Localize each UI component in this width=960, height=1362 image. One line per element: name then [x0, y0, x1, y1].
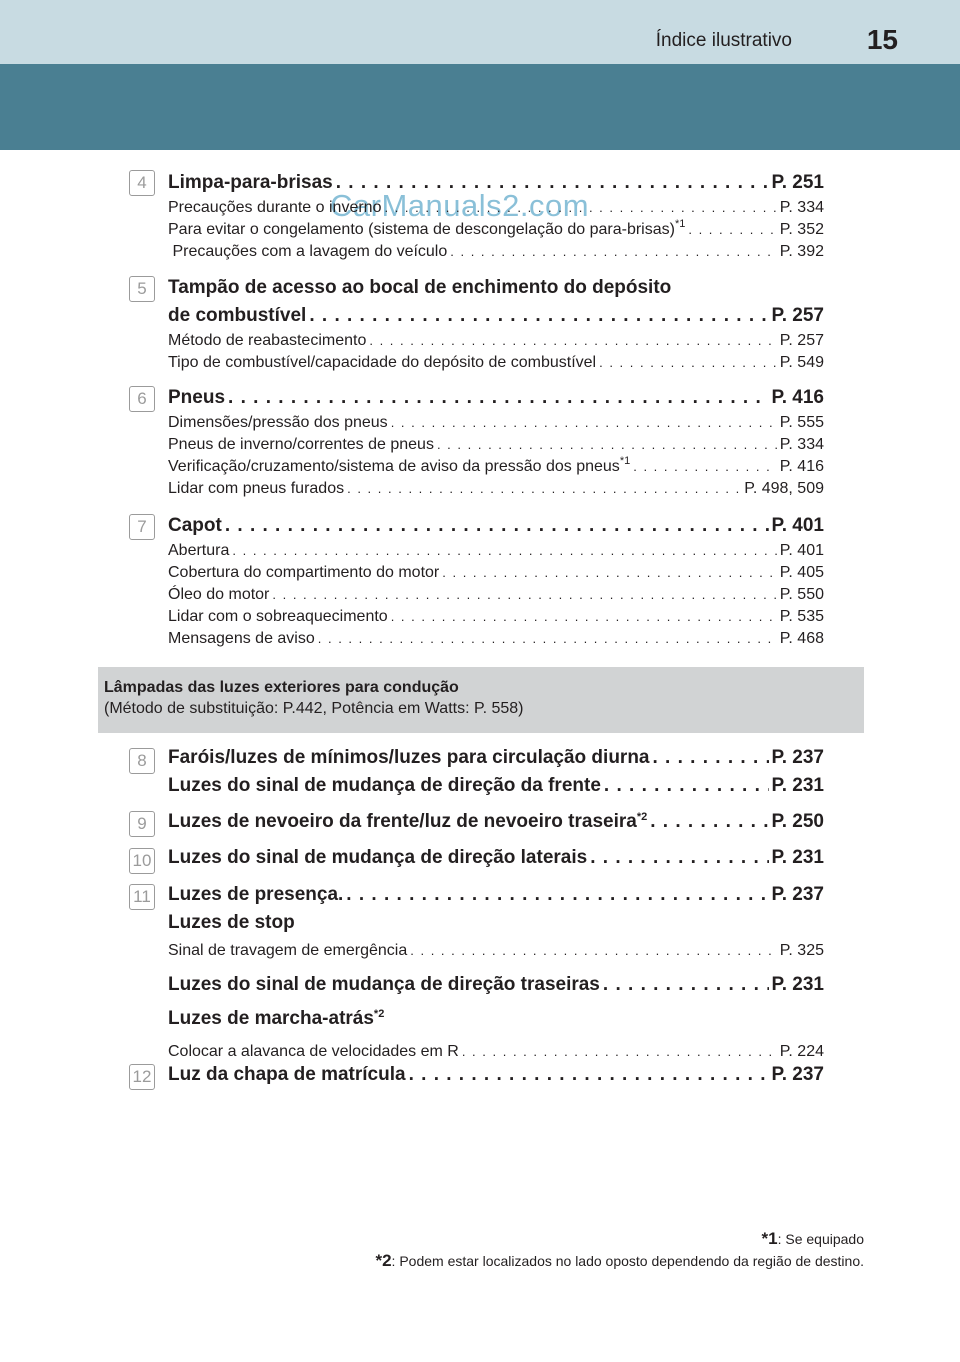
section-8 [168, 744, 824, 800]
header-strip [0, 0, 960, 64]
index-entry-sub[interactable] [168, 606, 824, 628]
section-number-8: 8 [129, 748, 155, 774]
entry-label: Sinal de travagem de emergência [168, 942, 408, 959]
entry-label: Para evitar o congelamento (sistema de descongelação do para-brisas)$^{*1}$ [168, 218, 686, 238]
index-entry-sub[interactable] [168, 219, 824, 241]
entry-label: Mensagens de aviso [168, 630, 315, 647]
footnote-mark: *1 [761, 1229, 778, 1248]
entry-label: Limpa-para-brisas [168, 172, 333, 193]
page-ref: P. 334 [779, 436, 824, 453]
index-entry-sub[interactable] [168, 562, 824, 584]
index-entry-sub[interactable] [168, 241, 824, 263]
lamps-info-box [98, 667, 864, 733]
section-number-5: 5 [129, 276, 155, 302]
entry-label: Cobertura do compartimento do motor [168, 564, 440, 581]
section-9 [168, 808, 824, 836]
page-ref: P. 468 [779, 630, 824, 647]
entry-label: Precauções durante o inverno [168, 199, 382, 216]
index-entry-sub[interactable] [168, 330, 824, 352]
page-ref: P. 352 [779, 221, 824, 238]
section-10 [168, 844, 824, 872]
header-band [0, 64, 960, 150]
section-title: Índice ilustrativo [655, 30, 792, 51]
entry-label: Pneus [168, 387, 226, 408]
index-entry-sub[interactable] [168, 478, 824, 500]
section-number-6: 6 [129, 386, 155, 412]
page-ref: P. 498, 509 [744, 480, 824, 497]
index-entry-main[interactable] [168, 808, 824, 836]
page-ref: P. 401 [779, 542, 824, 559]
footnote-2 [375, 1250, 864, 1272]
lamps-box-subtitle: (Método de substituição: P.442, Potência em Watts: P. 558) [104, 700, 524, 717]
page-ref: P. 231 [771, 775, 824, 796]
index-entry-sub[interactable] [168, 540, 824, 562]
section-number-10: 10 [129, 848, 155, 874]
section-6 [168, 384, 824, 500]
page-ref: P. 416 [779, 458, 824, 475]
section-12 [168, 1061, 824, 1089]
entry-label: Lidar com pneus furados [168, 480, 345, 497]
entry-label: Luzes de presença. [168, 884, 344, 905]
page-ref: P. 392 [779, 243, 824, 260]
index-entry-sub[interactable] [168, 352, 824, 374]
index-entry-sub[interactable] [168, 584, 824, 606]
page-ref: P. 231 [771, 974, 824, 995]
index-entry-sub[interactable] [168, 937, 824, 965]
footnote-mark: *1 [674, 218, 686, 230]
section-number-12: 12 [129, 1064, 155, 1090]
entry-label: Faróis/luzes de mínimos/luzes para circulação diurna [168, 747, 650, 768]
entry-label: Luzes do sinal de mudança de direção da frente [168, 775, 601, 796]
index-entry-main[interactable] [168, 1061, 824, 1089]
page-ref: P. 416 [771, 387, 824, 408]
footnote-1 [375, 1228, 864, 1250]
page-number: 15 [866, 24, 898, 55]
index-entry-main[interactable] [168, 881, 824, 909]
index-entry-main[interactable] [168, 744, 824, 772]
index-entry-sub[interactable] [168, 412, 824, 434]
entry-label: Método de reabastecimento [168, 332, 367, 349]
section-number-7: 7 [129, 514, 155, 540]
entry-label: Óleo do motor [168, 586, 270, 603]
index-entry-main[interactable] [168, 302, 824, 330]
index-entry-main[interactable] [168, 169, 824, 197]
page-ref: P. 250 [771, 811, 824, 832]
page-ref: P. 550 [779, 586, 824, 603]
entry-heading: Tampão de acesso ao bocal de enchimento do depósito [168, 277, 672, 298]
entry-label: Luzes de nevoeiro da frente/luz de nevoeiro traseira$^{*2}$ [168, 811, 648, 832]
index-entry-main[interactable] [168, 772, 824, 800]
footnote-mark: *1 [619, 455, 631, 467]
entry-label: Dimensões/pressão dos pneus [168, 414, 388, 431]
index-entry-main[interactable] [168, 384, 824, 412]
page-ref: P. 251 [771, 172, 824, 193]
page-ref: P. 237 [771, 1064, 824, 1085]
entry-label: Capot [168, 515, 222, 536]
entry-heading: Luzes de marcha-atrás$^{*2}$ [168, 1008, 385, 1029]
page-ref: P. 405 [779, 564, 824, 581]
page-ref: P. 237 [771, 747, 824, 768]
page-ref: P. 237 [771, 884, 824, 905]
index-entry-sub[interactable] [168, 628, 824, 650]
page-ref: P. 257 [771, 305, 824, 326]
footnotes [375, 1228, 864, 1272]
entry-label: de combustível [168, 305, 307, 326]
entry-label: Precauções com a lavagem do veículo [168, 243, 448, 260]
entry-label: Luz da chapa de matrícula [168, 1064, 406, 1085]
section-number-11: 11 [129, 884, 155, 910]
footnote-mark: *2 [375, 1251, 392, 1270]
entry-label: Luzes do sinal de mudança de direção traseiras [168, 974, 600, 995]
entry-label: Abertura [168, 542, 230, 559]
footnote-text: : Podem estar localizados no lado oposto dependendo da região de destino. [391, 1253, 864, 1269]
index-entry-main[interactable] [168, 844, 824, 872]
entry-heading: Luzes de stop [168, 912, 295, 933]
section-7 [168, 512, 824, 650]
page-ref: P. 401 [771, 515, 824, 536]
watermark: CarManuals2.com [330, 188, 590, 223]
lamps-box-title: Lâmpadas das luzes exteriores para condução [104, 679, 459, 696]
entry-label: Pneus de inverno/correntes de pneus [168, 436, 434, 453]
entry-label: Tipo de combustível/capacidade do depósito de combustível [168, 354, 597, 371]
index-entry-main[interactable] [168, 971, 824, 999]
index-entry-sub[interactable] [168, 434, 824, 456]
page-ref: P. 231 [771, 847, 824, 868]
section-4 [168, 169, 824, 263]
section-number-9: 9 [129, 811, 155, 837]
footnote-mark: *2 [636, 811, 648, 823]
page-ref: P. 325 [779, 942, 824, 959]
page-ref: P. 224 [779, 1043, 824, 1060]
index-entry-sub[interactable] [168, 197, 824, 219]
entry-label: Verificação/cruzamento/sistema de aviso da pressão dos pneus$^{*1}$ [168, 455, 631, 475]
page-ref: P. 555 [779, 414, 824, 431]
entry-label: Luzes do sinal de mudança de direção laterais [168, 847, 588, 868]
footnote-text: : Se equipado [777, 1231, 864, 1247]
section-11 [168, 881, 824, 1067]
index-entry-main[interactable] [168, 512, 824, 540]
page-ref: P. 549 [779, 354, 824, 371]
page-ref: P. 334 [779, 199, 824, 216]
footnote-mark: *2 [373, 1008, 385, 1020]
page-ref: P. 257 [779, 332, 824, 349]
page-ref: P. 535 [779, 608, 824, 625]
entry-label: Colocar a alavanca de velocidades em R [168, 1043, 459, 1060]
section-5 [168, 274, 824, 374]
index-entry-sub[interactable] [168, 456, 824, 478]
entry-label: Lidar com o sobreaquecimento [168, 608, 388, 625]
section-number-4: 4 [129, 170, 155, 196]
